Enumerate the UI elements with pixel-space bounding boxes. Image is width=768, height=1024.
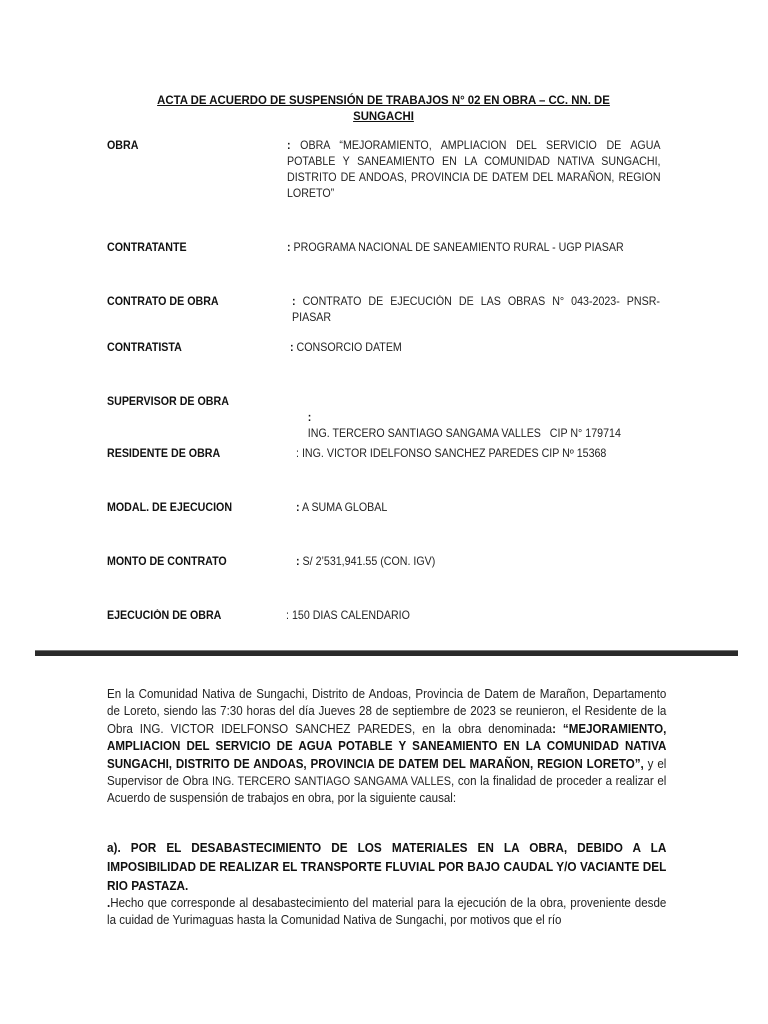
field-value [296,554,664,570]
field-value-text: OBRA “MEJORAMIENTO, AMPLIACION DEL SERVICIO DE AGUA POTABLE Y SANEAMIENTO EN LA COMUNIDAD NATIVA SUNGACHI, DISTRITO DE ANDOAS, PROVINCIA DE DATEM DEL MARAÑON, REGION LORETO” [287,139,661,200]
field-colon: : [296,555,300,568]
field-value-text: 150 DIAS CALENDARIO [291,609,410,622]
field-colon: : [292,295,296,308]
field-label: SUPERVISOR DE OBRA [107,395,229,408]
field-colon: : [286,609,289,622]
field-value [290,340,658,356]
field-value [296,446,682,462]
section-divider [35,650,738,656]
supervisor-name: ING. TERCERO SANTIAGO SANGAMA VALLES [211,774,451,789]
field-label: CONTRATO DE OBRA [107,295,219,308]
field-colon: : [287,139,291,152]
field-value-text: CONSORCIO DATEM [296,341,402,354]
causal-text: Hecho que corresponde al desabastecimiento del material para la ejecución de la obra, proveniente desde la cuidad de Yurimaguas hasta la Comunidad Nativa de Sungachi, por motivos que el río [107,896,667,928]
document-title: ACTA DE ACUERDO DE SUSPENSIÓN DE TRABAJOS N° 02 EN OBRA – CC. NN. DE SUNGACHI [157,93,610,123]
intro-text-3: , con la finalidad de proceder a realizar el Acuerdo de suspensión de trabajos en obra, por la siguiente causal: [107,774,667,806]
field-label: MONTO DE CONTRATO [107,555,227,568]
field-value [286,608,654,624]
field-value [287,138,661,202]
field-label: EJECUCIÓN DE OBRA [107,609,222,622]
field-value-text: ING. VICTOR IDELFONSO SANCHEZ PAREDES CIP Nº 15368 [301,447,607,460]
field-value [292,294,660,326]
project-name: : “MEJORAMIENTO, AMPLIACION DEL SERVICIO DE AGUA POTABLE Y SANEAMIENTO EN LA COMUNIDAD NATIVA SUNGACHI, DISTRITO DE ANDOAS, PROVINCIA DE DATEM DEL MARAÑON, REGION LORETO”, [107,721,667,771]
field-label: MODAL. DE EJECUCION [107,501,233,514]
causal-heading: a). POR EL DESABASTECIMIENTO DE LOS MATERIALES EN LA OBRA, DEBIDO A LA IMPOSIBILIDAD DE REALIZAR EL TRANSPORTE FLUVIAL POR BAJO CAUDAL Y/O VACIANTE DEL RIO PASTAZA. [107,840,667,893]
field-value-text: ING. TERCERO SANTIAGO SANGAMA VALLES CIP N° 179714 [307,427,621,440]
field-value [287,240,661,256]
field-colon: : [307,411,312,424]
field-colon: : [296,501,300,514]
intro-text: En la Comunidad Nativa de Sungachi, Distrito de Andoas, Provincia de Datem de Marañon, Departamento de Loreto, siendo las 7:30 horas del día Jueves 28 de septiembre de 2023 se reunieron, el Residente de la Obra ING. VICTOR IDELFONSO SANCHEZ PAREDES, en la obra denominada [107,687,667,736]
field-label: CONTRATANTE [107,241,187,254]
field-label: OBRA [107,139,139,152]
field-value-text: PROGRAMA NACIONAL DE SANEAMIENTO RURAL - UGP PIASAR [293,241,624,254]
field-label: CONTRATISTA [107,341,182,354]
field-colon: : [287,241,291,254]
causal-paragraph [107,895,666,930]
intro-text-2: y el Supervisor de Obra [107,756,667,789]
field-value-text: S/ 2’531,941.55 (CON. IGV) [302,555,436,568]
field-colon: : [296,447,299,460]
field-value-text: CONTRATO DE EJECUCIÓN DE LAS OBRAS N° 043-2023- PNSR-PIASAR [292,295,660,324]
field-colon: : [290,341,294,354]
field-label: RESIDENTE DE OBRA [107,447,221,460]
field-value-text: A SUMA GLOBAL [301,501,388,514]
field-value [296,500,664,516]
causal-lead: . [107,896,111,910]
intro-paragraph [107,686,666,808]
